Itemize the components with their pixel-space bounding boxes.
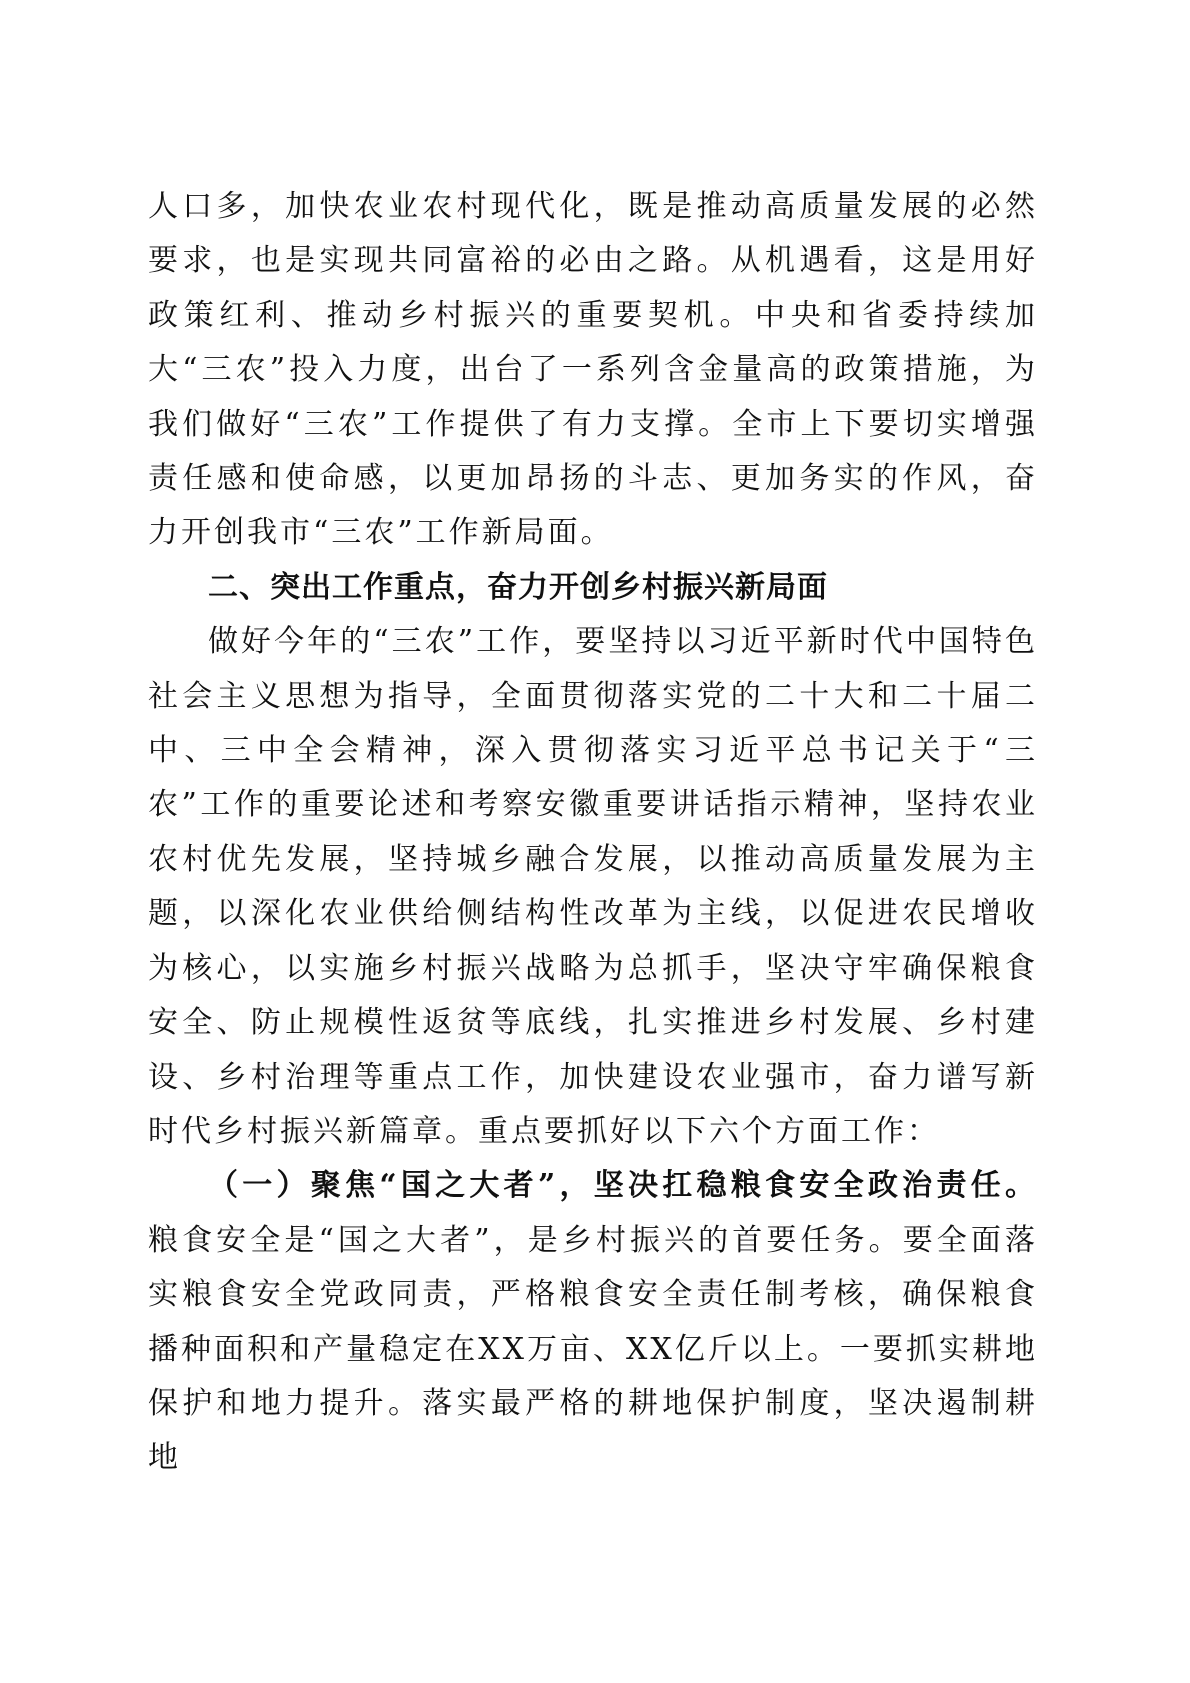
sub-heading-1: （一）聚焦“国之大者”，坚决扛稳粮食安全政治责任。	[208, 1168, 1038, 1204]
paragraph-1: 人口多，加快农业农村现代化，既是推动高质量发展的必然要求，也是实现共同富裕的必由之路。从机遇看，这是用好政策红利、推动乡村振兴的重要契机。中央和省委持续加大“三农”投入力度，出台了一系列含金量高的政策措施，为我们做好“三农”工作提供了有力支撑。全市上下要切实增强责任感和使命感，以更加昂扬的斗志、更加务实的作风，奋力开创我市“三农”工作新局面。	[148, 189, 1038, 551]
paragraph-3-text: 粮食安全是“国之大者”，是乡村振兴的首要任务。要全面落实粮食安全党政同责，严格粮食安全责任制考核，确保粮食播种面积和产量稳定在XX万亩、XX亿斤以上。一要抓实耕地保护和地力提升。落实最严格的耕地保护制度，坚决遏制耕地	[148, 1222, 1038, 1476]
paragraph-3	[148, 1159, 1038, 1485]
document-body	[148, 180, 1038, 1486]
paragraph-2: 做好今年的“三农”工作，要坚持以习近平新时代中国特色社会主义思想为指导，全面贯彻落实党的二十大和二十届二中、三中全会精神，深入贯彻落实习近平总书记关于“三农”工作的重要论述和考察安徽重要讲话指示精神，坚持农业农村优先发展，坚持城乡融合发展，以推动高质量发展为主题，以深化农业供给侧结构性改革为主线，以促进农民增收为核心，以实施乡村振兴战略为总抓手，坚决守牢确保粮食安全、防止规模性返贫等底线，扎实推进乡村发展、乡村建设、乡村治理等重点工作，加快建设农业强市，奋力谱写新时代乡村振兴新篇章。重点要抓好以下六个方面工作：	[148, 624, 1038, 1149]
section-heading-2: 二、突出工作重点，奋力开创乡村振兴新局面	[208, 569, 828, 605]
